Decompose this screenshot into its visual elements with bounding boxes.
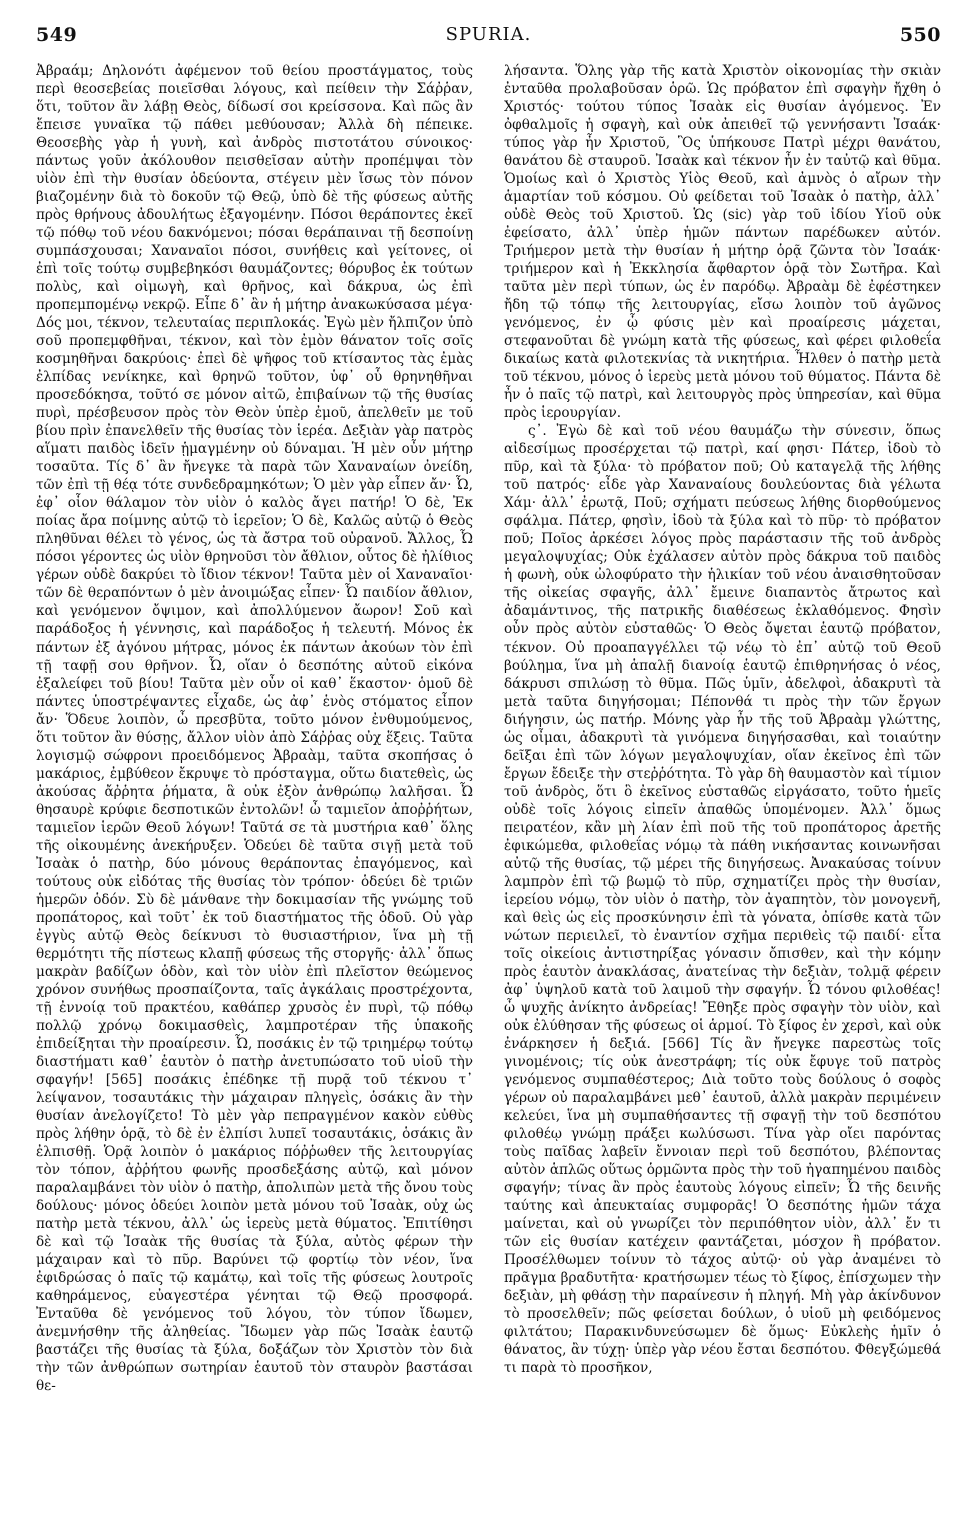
right-text-column: [504, 62, 941, 1532]
running-head: SPURIA.: [445, 24, 532, 45]
page-header: [36, 24, 941, 54]
left-text-column: [36, 62, 473, 1532]
page-number-right: 550: [899, 24, 941, 46]
page-number-left: 549: [36, 24, 78, 46]
right-paragraph: λήσαντα. Ὅλης γὰρ τῆς κατὰ Χριστὸν οἰκονομίας τὴν σκιὰν ἐνταῦθα προλαβοῦσαν ὁρῶ. Ὡς πρόβατον ἐπὶ σφαγὴν ἤχθη ὁ Χριστός· τούτου τύπος Ἰσαὰκ εἰς θυσίαν ἀγόμενος. Ἐν ὀφθαλμοῖς ἡ σφαγὴ, καὶ οὐκ ἀπειθεῖ τῷ γεννήσαντι Ἰσαάκ· τύπος γὰρ ἦν Χριστοῦ, Ὃς ὑπήκουσε Πατρὶ μέχρι θανάτου, θανάτου δὲ σταυροῦ. Ἰσαὰκ καὶ τέκνον ἦν ἐν ταὐτῷ καὶ θῦμα. Ὁμοίως καὶ ὁ Χριστὸς Υἱὸς Θεοῦ, καὶ ἀμνὸς ὁ αἴρων τὴν ἁμαρτίαν τοῦ κόσμου. Οὐ φείδεται τοῦ Ἰσαὰκ ὁ πατὴρ, ἀλλ᾽ οὐδὲ Θεὸς τοῦ Χριστοῦ. Ὡς (sic) γὰρ τοῦ ἰδίου Υἱοῦ οὐκ ἐφείσατο, ἀλλ᾽ ὑπὲρ ἡμῶν πάντων παρέδωκεν αὐτόν. Τριήμερον μετὰ τὴν θυσίαν ἡ μήτηρ ὁρᾷ ζῶντα τὸν Ἰσαάκ· τριήμερον καὶ ἡ Ἐκκλησία ἄφθαρτον ὁρᾷ τὸν Σωτῆρα. Καὶ ταῦτα μὲν περὶ τύπων, ὡς ἐν παρόδῳ. Ἀβραὰμ δὲ ἐφέστηκεν ἤδη τῷ τόπῳ τῆς λειτουργίας, εἴσω λοιπὸν τοῦ ἀγῶνος γενόμενος, ἐν ᾧ φύσις μὲν καὶ προαίρεσις μάχεται, στεφανοῦται δὲ γνώμη κατὰ τῆς φύσεως, καὶ φέρει φιλοθεΐα δικαίως κατὰ φιλοτεκνίας τὰ νικητήρια. Ἦλθεν ὁ πατὴρ μετὰ τοῦ τέκνου, μόνος ὁ ἱερεὺς μετὰ μόνου τοῦ θύματος. Πάντα δὲ ἦν ὁ παῖς τῷ πατρὶ, καὶ λειτουργὸς πρὸς ὑπηρεσίαν, καὶ θῦμα πρὸς ἱερουργίαν.: [504, 63, 941, 422]
left-paragraph: Ἀβραάμ; Δηλονότι ἀφέμενον τοῦ θείου προστάγματος, τοὺς περὶ θεοσεβείας ποιεῖσθαι λόγους, καὶ πείθειν τὴν Σάῤῥαν, ὅτι, τοῦτον ἂν λάβῃ Θεὸς, δίδωσί σοι κρείσσονα. Καὶ πῶς ἂν ἔπεισε γυναῖκα τῷ πάθει μεθύουσαν; Ἀλλὰ δὴ πέπεικε. Θεοσεβὴς γὰρ ἡ γυνὴ, καὶ ἀνδρὸς πιστοτάτου σύνοικος· πάντως γοῦν ἀκόλουθον πεισθεῖσαν αὐτὴν προπέμψαι τὸν υἱὸν ἐπὶ τὴν θυσίαν ὁδεύοντα, στέγειν μὲν ἴσως τὸν πόνον βιαζομένην διὰ τὸ δοκοῦν τῷ Θεῷ, ὑπὸ δὲ τῆς φύσεως αὐτῆς πρὸς θρήνους ἀδουλήτως ἐξαγομένην. Πόσοι θεράποντες ἐκεῖ τῷ πόθῳ τοῦ νέου δακνόμενοι; πόσαι θεράπαιναι τῇ δεσποίνῃ συμπάσχουσαι; Χαναναῖοι πόσοι, συνήθεις καὶ γείτονες, οἱ ἐπὶ τοῖς τούτῳ συμβεβηκόσι θαυμάζοντες; θόρυβος ἐκ τούτων πολὺς, καὶ οἰμωγὴ, καὶ θρῆνος, καὶ δάκρυα, ὡς ἐπὶ προπεμπομένῳ νεκρῷ. Εἶπε δ᾽ ἂν ἡ μήτηρ ἀνακωκύσασα μέγα· Δός μοι, τέκνον, τελευταίας περιπλοκάς. Ἐγὼ μὲν ἤλπιζον ὑπὸ σοῦ προπεμφθῆναι, τέκνον, καὶ τὸν ἐμὸν θάνατον τοῖς σοῖς κοσμηθῆναι δακρύοις· ἐπεὶ δὲ ψῆφος τοῦ κτίσαντος τὰς ἐμὰς ἐλπίδας νενίκηκε, καὶ θρηνῶ τοῦτον, ὑφ᾽ οὗ θρηνηθῆναι προσεδόκησα, τοῦτό σε μόνον αἰτῶ, ἐπιβαίνων τῷ τῆς θυσίας πυρὶ, πρέσβευσον πρὸς τὸν Θεὸν ὑπὲρ ἐμοῦ, ἀπελθεῖν με τοῦ βίου πρὶν ἐπανελθεῖν τῆς θυσίας τὸν ἱερέα. Δεξιὰν γὰρ πατρὸς αἵματι παιδὸς ἰδεῖν ᾑμαγμένην οὐ δύναμαι. Ἡ μὲν οὖν μήτηρ τοσαῦτα. Τίς δ᾽ ἂν ἤνεγκε τὰ παρὰ τῶν Χαναναίων ὀνείδη, τῶν ἐπὶ τῇ θέᾳ τότε συνδεδραμηκότων; Ὁ μὲν γὰρ εἶπεν ἄν· Ὦ, ἐφ᾽ οἷον θάλαμον τὸν υἱὸν ὁ καλὸς ἄγει πατήρ! Ὁ δὲ, Ἐκ ποίας ἄρα ποίμνης αὐτῷ τὸ ἱερεῖον; Ὁ δὲ, Καλῶς αὐτῷ ὁ Θεὸς πληθῦναι θέλει τὸ γένος, ὡς τὰ ἄστρα τοῦ οὐρανοῦ. Ἄλλος, Ὦ πόσοι γέροντες ὡς υἱὸν θρηνοῦσι τὸν ἄθλιον, οὗτος δὲ ἠλίθιος γέρων οὐδὲ δακρύει τὸ ἴδιον τέκνον! Ταῦτα μὲν οἱ Χαναναῖοι· τῶν δὲ θεραπόντων ὁ μὲν ἀνοιμώξας εἶπεν· Ὦ παιδίον ἄθλιον, καὶ γενόμενον ὄψιμον, καὶ ἀπολλύμενον ἄωρον! Σοῦ καὶ παράδοξος ἡ γέννησις, καὶ παράδοξος ἡ τελευτή. Μόνος ἐκ πάντων ἐξ ἀγόνου μήτρας, μόνος ἐκ πάντων ἀκούων τὸν ἐπὶ τῇ ταφῇ σου θρῆνον. Ὦ, οἵαν ὁ δεσπότης αὐτοῦ εἰκόνα ἐξαλείφει τοῦ βίου! Ταῦτα μὲν οὖν οἱ καθ᾽ ἕκαστον· ὁμοῦ δὲ πάντες ὑποστρέψαντες εἶχαδε, ὡς ἀφ᾽ ἑνὸς στόματος εἶπον ἄν· Ὅδευε λοιπὸν, ὦ πρεσβῦτα, τοῦτο μόνον ἐνθυμούμενος, ὅτι τοῦτον ἂν θύσῃς, ἄλλον υἱὸν ἀπὸ Σάῤῥας οὐχ ἕξεις. Ταῦτα λογισμῷ σώφρονι προειδόμενος Ἀβραὰμ, ταῦτα σκοπήσας ὁ μακάριος, ἐμβύθεον ἔκρυψε τὸ πρόσταγμα, οὕτω διατεθεὶς, ὡς ἀκούσας ἄῤῥητα ῥήματα, ἃ οὐκ ἐξὸν ἀνθρώπῳ λαλῆσαι. Ὦ θησαυρὲ κρύφιε δεσποτικῶν ἐντολῶν! ὦ ταμιεῖον ἀποῤῥήτων, ταμιεῖον ἱερῶν Θεοῦ λόγων! Ταῦτά σε τὰ μυστήρια καθ᾽ ὅλης τῆς οἰκουμένης ἀνεκήρυξεν. Ὁδεύει δὲ ταῦτα σιγῇ μετὰ τοῦ Ἰσαὰκ ὁ πατὴρ, δύο μόνους θεράποντας ἐπαγόμενος, καὶ τούτους οὐκ εἰδότας τῆς θυσίας τὸν τρόπον· ὁδεύει δὲ τριῶν ἡμερῶν ὁδόν. Σὺ δὲ μάνθανε τὴν δοκιμασίαν τῆς γνώμης τοῦ προπάτορος, καὶ τοῦτ᾽ ἐκ τοῦ διαστήματος τῆς ὁδοῦ. Οὐ γὰρ ἐγγὺς αὐτῷ Θεὸς δείκνυσι τὸ θυσιαστήριον, ἵνα μὴ τῇ θερμότητι τῆς πίστεως κλαπῇ φύσεως τῆς στοργῆς· ἀλλ᾽ ὅπως μακρὰν βαδίζων ὁδὸν, καὶ τὸν υἱὸν ἐπὶ πλεῖστον θεώμενος χρόνον συνήθως προσπαίζοντα, ταῖς ἀγκάλαις προστρέχοντα, τῇ ἐννοίᾳ τοῦ πρακτέου, καθάπερ χρυσὸς ἐν πυρὶ, τῷ πόθῳ πολλῷ χρόνῳ δοκιμασθεὶς, λαμπροτέραν τῆς ὑπακοῆς ἐπιδείξηται τὴν προαίρεσιν. Ὦ, ποσάκις ἐν τῷ τριημέρῳ τούτῳ διαστήματι καθ᾽ ἑαυτὸν ὁ πατὴρ ἀνετυπώσατο τοῦ υἱοῦ τὴν σφαγήν! [565] ποσάκις ἐπέδηκε τῇ πυρᾷ τοῦ τέκνου τ᾽ λείψανον, τοσαυτάκις τὴν μάχαιραν πληγεὶς, ὁσάκις ἂν τὴν θυσίαν ἀνελογίζετο! Τὸ μὲν γὰρ πεπραγμένον κακὸν εὐθὺς πρὸς λήθην ὁρᾷ, τὸ δὲ ἐν ἐλπίσι λυπεῖ τοσαυτάκις, ὁσάκις ἂν ἐλπισθῇ. Ὁρᾷ λοιπὸν ὁ μακάριος πόῤῥωθεν τῆς λειτουργίας τὸν τόπον, ἀῤῥήτου φωνῆς προσδεξάσης αὐτῷ, καὶ μόνον παραλαμβάνει τὸν υἱὸν ὁ πατὴρ, ἀπολιπὼν μετὰ τῆς ὄνου τοὺς δούλους· μόνος ὁδεύει λοιπὸν μετὰ μόνου τοῦ Ἰσαὰκ, οὐχ ὡς πατὴρ μετὰ τέκνου, ἀλλ᾽ ὡς ἱερεὺς μετὰ θύματος. Ἐπιτίθησι δὲ καὶ τῷ Ἰσαὰκ τῆς θυσίας τὰ ξύλα, αὐτὸς φέρων τὴν μάχαιραν καὶ τὸ πῦρ. Βαρύνει τῷ φορτίῳ τὸν νέον, ἵνα ἐφιδρώσας ὁ παῖς τῷ καμάτῳ, καὶ τοῖς τῆς φύσεως λουτροῖς καθηράμενος, εὐαγεστέρα γένηται τῷ Θεῷ προσφορά. Ἐνταῦθα δὲ γενόμενος τοῦ λόγου, τὸν τύπον ἴδωμεν, ἀνεμνήσθην τῆς ἀληθείας. Ἴδωμεν γὰρ πῶς Ἰσαὰκ ἑαυτῷ βαστάζει τῆς θυσίας τὰ ξύλα, δοξάζων τὸν Χριστὸν τὸν διὰ τὴν τῶν ἀνθρώπων σωτηρίαν ἑαυτοῦ τὸν σταυρὸν βαστάσαι θε-: [36, 63, 473, 1395]
right-paragraph: ς᾽. Ἐγὼ δὲ καὶ τοῦ νέου θαυμάζω τὴν σύνεσιν, ὅπως αἰδεσίμως προσέρχεται τῷ πατρὶ, καί φησι· Πάτερ, ἰδοὺ τὸ πῦρ, καὶ τὰ ξύλα· τὸ πρόβατον ποῦ; Οὐ καταγελᾷ τῆς λήθης τοῦ πατρός· εἶδε γὰρ Χαναναίους δουλεύοντας διὰ γέλωτα Χάμ· ἀλλ᾽ ἐρωτᾷ, Ποῦ; σχήματι πεύσεως λήθης διορθούμενος σφάλμα. Πάτερ, φησὶν, ἰδοὺ τὰ ξύλα καὶ τὸ πῦρ· τὸ πρόβατον ποῦ; Ποῖος ἀρκέσει λόγος πρὸς παράστασιν τῆς τοῦ ἀνδρὸς μεγαλοψυχίας; Οὐκ ἐχάλασεν αὐτὸν πρὸς δάκρυα τοῦ παιδὸς ἡ φωνὴ, οὐκ ὠλοφύρατο τὴν ἡλικίαν τοῦ νέου ἀναισθητοῦσαν τῆς οἰκείας σφαγῆς, ἀλλ᾽ ἔμεινε διαπαντὸς ἄτρωτος καὶ ἀδαμάντινος, τῆς πατρικῆς διαθέσεως ἐκλαθόμενος. Φησὶν οὖν πρὸς αὐτὸν εὐσταθῶς· Ὁ Θεὸς ὄψεται ἑαυτῷ πρόβατον, τέκνον. Οὐ προαπαγγέλλει τῷ νέῳ τὸ ἐπ᾽ αὐτῷ τοῦ Θεοῦ βούλημα, ἵνα μὴ ἁπαλῇ διανοίᾳ ἑαυτῷ ἐπιθρηνήσας ὁ νέος, δάκρυσι σπιλώσῃ τὸ θῦμα. Πῶς ὑμῖν, ἀδελφοὶ, ἀδακρυτὶ τὰ μετὰ ταῦτα διηγήσομαι; Πέπονθά τι πρὸς τὴν τῶν ἔργων διήγησιν, ὡς πατήρ. Μόνης γὰρ ἦν τῆς τοῦ Ἀβραὰμ γλώττης, ὡς οἶμαι, ἀδακρυτὶ τὰ γινόμενα διηγήσασθαι, καὶ τοιαύτην δεῖξαι ἐπὶ τῶν λόγων μεγαλοψυχίαν, οἵαν ἐκεῖνος ἐπὶ τῶν ἔργων ἔδειξε τὴν στεῤῥότητα. Τὸ γὰρ δὴ θαυμαστὸν καὶ τίμιον τοῦ ἀνδρὸς, ὅτι ὃ ἐκεῖνος εὐσταθῶς εἰργάσατο, τοῦτο ἡμεῖς οὐδὲ τοῖς λόγοις εἰπεῖν ἀπαθῶς ὑπομένομεν. Ἀλλ᾽ ὅμως πειρατέον, κἂν μὴ λίαν ἐπὶ ποῦ τῆς τοῦ προπάτορος ἀρετῆς ἐφικώμεθα, φιλοθεΐας νόμῳ τὰ πάθη νικήσαντας κοινωνῆσαι αὐτῷ τῆς θυσίας, τῷ μέρει τῆς διηγήσεως. Ἀνακαύσας τοίνυν λαμπρὸν ἐπὶ τῷ βωμῷ τὸ πῦρ, σχηματίζει πρὸς τὴν θυσίαν, ἱερείου νόμῳ, τὸν υἱὸν ὁ πατὴρ, τὸν ἀγαπητὸν, τὸν μονογενῆ, καὶ θεὶς ὡς εἰς προσκύνησιν ἐπὶ τὰ γόνατα, ὀπίσθε κατὰ τῶν νώτων περιειλεῖ, τὸ ἐναντίον σχῆμα περιθεὶς τῷ παιδί· εἶτα τοῖς οἰκείοις ἀντιστηρίξας γόνασιν ὄπισθεν, καὶ τὴν κόμην πρὸς ἑαυτὸν ἀνακλάσας, ἀνατείνας τὴν δεξιὰν, τολμᾷ φέρειν ἀφ᾽ ὑψηλοῦ κατὰ τοῦ λαιμοῦ τὴν σφαγήν. Ὦ τόνου φιλοθέας! ὦ ψυχῆς ἀνίκητο ἀνδρείας! Ἔθηξε πρὸς σφαγὴν τὸν υἱὸν, καὶ οὐκ ἐλύθησαν τῆς φύσεως οἱ ἁρμοί. Τὸ ξίφος ἐν χερσὶ, καὶ οὐκ ἐνάρκησεν ἡ δεξιά. [566] Τίς ἂν ἤνεγκε παρεστὼς τοῖς γινομένοις; τίς οὐκ ἀνεστράφη; τίς οὐκ ἔφυγε τοῦ πατρὸς γενόμενος συμπαθέστερος; Διὰ τοῦτο τοὺς δούλους ὁ σοφὸς γέρων οὐ παραλαμβάνει μεθ᾽ ἑαυτοῦ, ἀλλὰ μακρὰν περιμένειν κελεύει, ἵνα μὴ συμπαθήσαντες τῇ σφαγῇ τὴν τοῦ δεσπότου φιλοθέῳ γνώμῃ πράξει κωλύσωσι. Τίνα γὰρ οἴει παρόντας τοὺς παῖδας λαβεῖν ἔννοιαν περὶ τοῦ δεσπότου, βλέποντας αὐτὸν ἁπλῶς οὕτως ὁρμῶντα πρὸς τὴν τοῦ ἠγαπημένου παιδὸς σφαγήν; τίνας ἂν πρὸς ἑαυτοὺς λόγους εἰπεῖν; Ὦ τῆς δεινῆς ταύτης καὶ ἀπευκταίας συμφορᾶς! Ὁ δεσπότης ἡμῶν τάχα μαίνεται, καὶ οὐ γνωρίζει τὸν περιπόθητον υἱὸν, ἀλλ᾽ ἔν τι τῶν εἰς θυσίαν κατέχειν φαντάζεται, μόσχον ἢ πρόβατον. Προσέλθωμεν τοίνυν τὸ τάχος αὐτῷ· οὐ γὰρ ἀναμένει τὸ πρᾶγμα βραδυτῆτα· κρατήσωμεν τέως τὸ ξίφος, ἐπίσχωμεν τὴν δεξιὰν, μὴ φθάσῃ τὴν παραίνεσιν ἡ πληγή. Μὴ γὰρ ἀκίνδυνον τὸ προσελθεῖν; πῶς φείσεται δούλων, ὁ υἱοῦ μὴ φειδόμενος φιλτάτου; Παρακινδυνεύσωμεν δὲ ὅμως· Εὐκλεὴς ἡμῖν ὁ θάνατος, ἂν τύχῃ· ὑπὲρ γὰρ νέου ἔσται δεσπότου. Φθεγξώμεθά τι παρὰ τὸ προσῆκον,: [504, 423, 941, 1377]
